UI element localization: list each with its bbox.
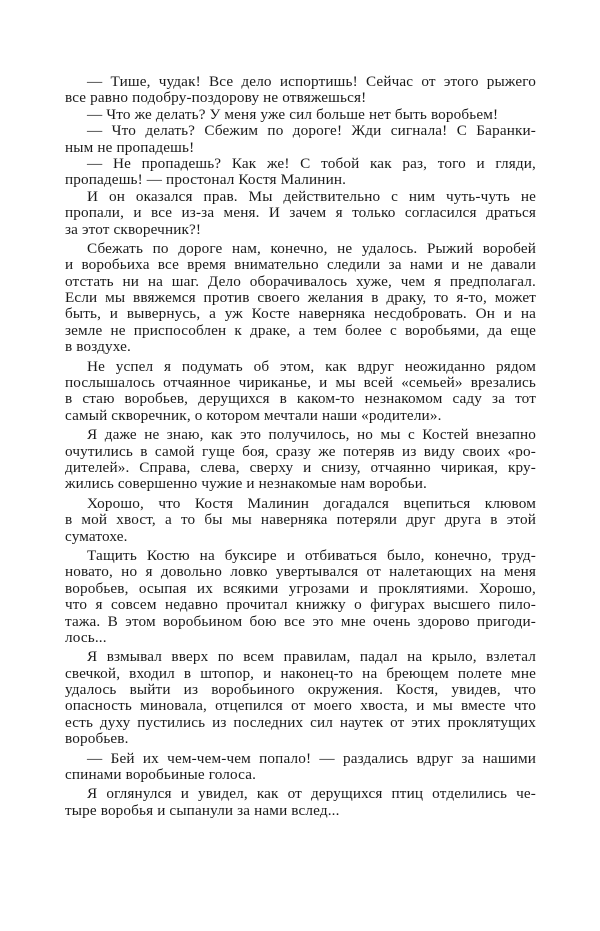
text-line: ным не пропадешь! [65, 138, 195, 156]
text-line: — Тише, чудак! Все дело испортишь! Сейчас от этого рыжего [87, 73, 536, 90]
text-line: Хорошо, что Костя Малинин догадался вцепиться клювом [87, 494, 536, 512]
text-line: новато, но я довольно ловко увертывался от налетающих на меня [65, 563, 536, 581]
text-line: за этот скворечник?! [65, 220, 202, 238]
text-line: дителей». Справа, слева, сверху и снизу, отчаянно чирикая, кру- [65, 458, 536, 476]
paragraph [65, 156, 536, 189]
text-line: лось... [65, 628, 107, 646]
paragraph [65, 74, 536, 107]
paragraph [65, 189, 536, 238]
text-line: Я оглянулся и увидел, как от дерущихся птиц отделились че- [87, 785, 536, 803]
text-line: в воздухе. [65, 338, 131, 356]
paragraph [65, 241, 536, 356]
text-line: очутились в самой гуще боя, сразу же потеряв из виду своих «ро- [65, 442, 536, 460]
paragraph [65, 496, 536, 545]
paragraph [65, 359, 536, 425]
text-line: жились совершенно чужие и незнакомые нам воробьи. [65, 475, 427, 493]
text-line: Сбежать по дороге нам, конечно, не удалось. Рыжий воробей [87, 239, 536, 257]
text-line: тажа. В этом воробьином бою все это мне очень здорово пригоди- [65, 612, 536, 630]
paragraph [65, 107, 536, 123]
text-line: земле не приспособлен к драке, а тем более с воробьями, да еще [65, 321, 536, 339]
text-line: послышалось отчаянное чириканье, и мы всей «семьей» врезались [65, 374, 536, 392]
text-line: — Бей их чем-чем-чем попало! — раздались вдруг за нашими [87, 749, 536, 767]
text-line: Я даже не знаю, как это получилось, но мы с Костей внезапно [87, 426, 536, 444]
text-line: воробьев, осыпая их всякими угрозами и проклятиями. Хорошо, [65, 579, 536, 597]
text-line: Не успел я подумать об этом, как вдруг неожиданно рядом [87, 357, 536, 375]
paragraph [65, 649, 536, 747]
text-line: воробьев. [65, 730, 129, 748]
text-line: свечкой, входил в штопор, и наконец-то на бреющем полете мне [65, 664, 536, 682]
text-line: все равно подобру-поздорову не отвяжешься! [65, 89, 367, 107]
text-line: суматохе. [65, 527, 128, 545]
paragraph [65, 123, 536, 156]
text-line: тыре воробья и сыпанули за нами вслед... [65, 801, 340, 819]
paragraph [65, 427, 536, 493]
text-line: Тащить Костю на буксире и отбиваться было, конечно, труд- [87, 546, 536, 564]
text-line: пропали, и все из-за меня. И зачем я только согласился драться [65, 204, 536, 222]
paragraph [65, 786, 536, 819]
text-line: опасность миновала, отцепился от моего хвоста, и мы вместе что [65, 697, 536, 715]
text-line: есть духу пустились из последних сил наутек от этих проклятущих [65, 713, 536, 731]
text-line: отстать ни на шаг. Дело оборачивалось хуже, чем я предполагал. [65, 272, 536, 290]
text-line: Если мы ввяжемся против своего желания в драку, то я-то, может [65, 289, 536, 307]
text-line: — Не пропадешь? Как же! С тобой как раз, того и гляди, [87, 154, 536, 172]
paragraph [65, 548, 536, 646]
book-page-text [65, 74, 536, 819]
text-line: в мой хвост, а то бы мы наверняка потеряли друг друга в этой [65, 511, 536, 529]
text-line: Я взмывал вверх по всем правилам, падал на крыло, взлетал [87, 648, 536, 666]
text-line: в стаю воробьев, дерущихся в каком-то незнакомом саду за тот [65, 390, 536, 408]
text-line: что я совсем недавно прочитал книжку о фигурах высшего пило- [65, 596, 536, 614]
text-line: быть, и вывернусь, а уж Косте наверняка несдобровать. Он и на [65, 305, 536, 323]
text-line: — Что делать? Сбежим по дороге! Жди сигнала! С Баранки- [87, 122, 536, 140]
text-line: и воробьиха все время внимательно следили за нами и не давали [65, 256, 536, 274]
text-line: удалось выйти из воробьиного окружения. Костя, увидев, что [65, 681, 536, 699]
text-line: самый скворечник, о котором мечтали наши «родители». [65, 406, 442, 424]
text-line: спинами воробьиные голоса. [65, 766, 257, 784]
text-line: — Что же делать? У меня уже сил больше нет быть воробьем! [87, 105, 499, 123]
text-line: И он оказался прав. Мы действительно с ним чуть-чуть не [87, 187, 536, 205]
text-line: пропадешь! — простонал Костя Малинин. [65, 171, 347, 189]
paragraph [65, 751, 536, 784]
